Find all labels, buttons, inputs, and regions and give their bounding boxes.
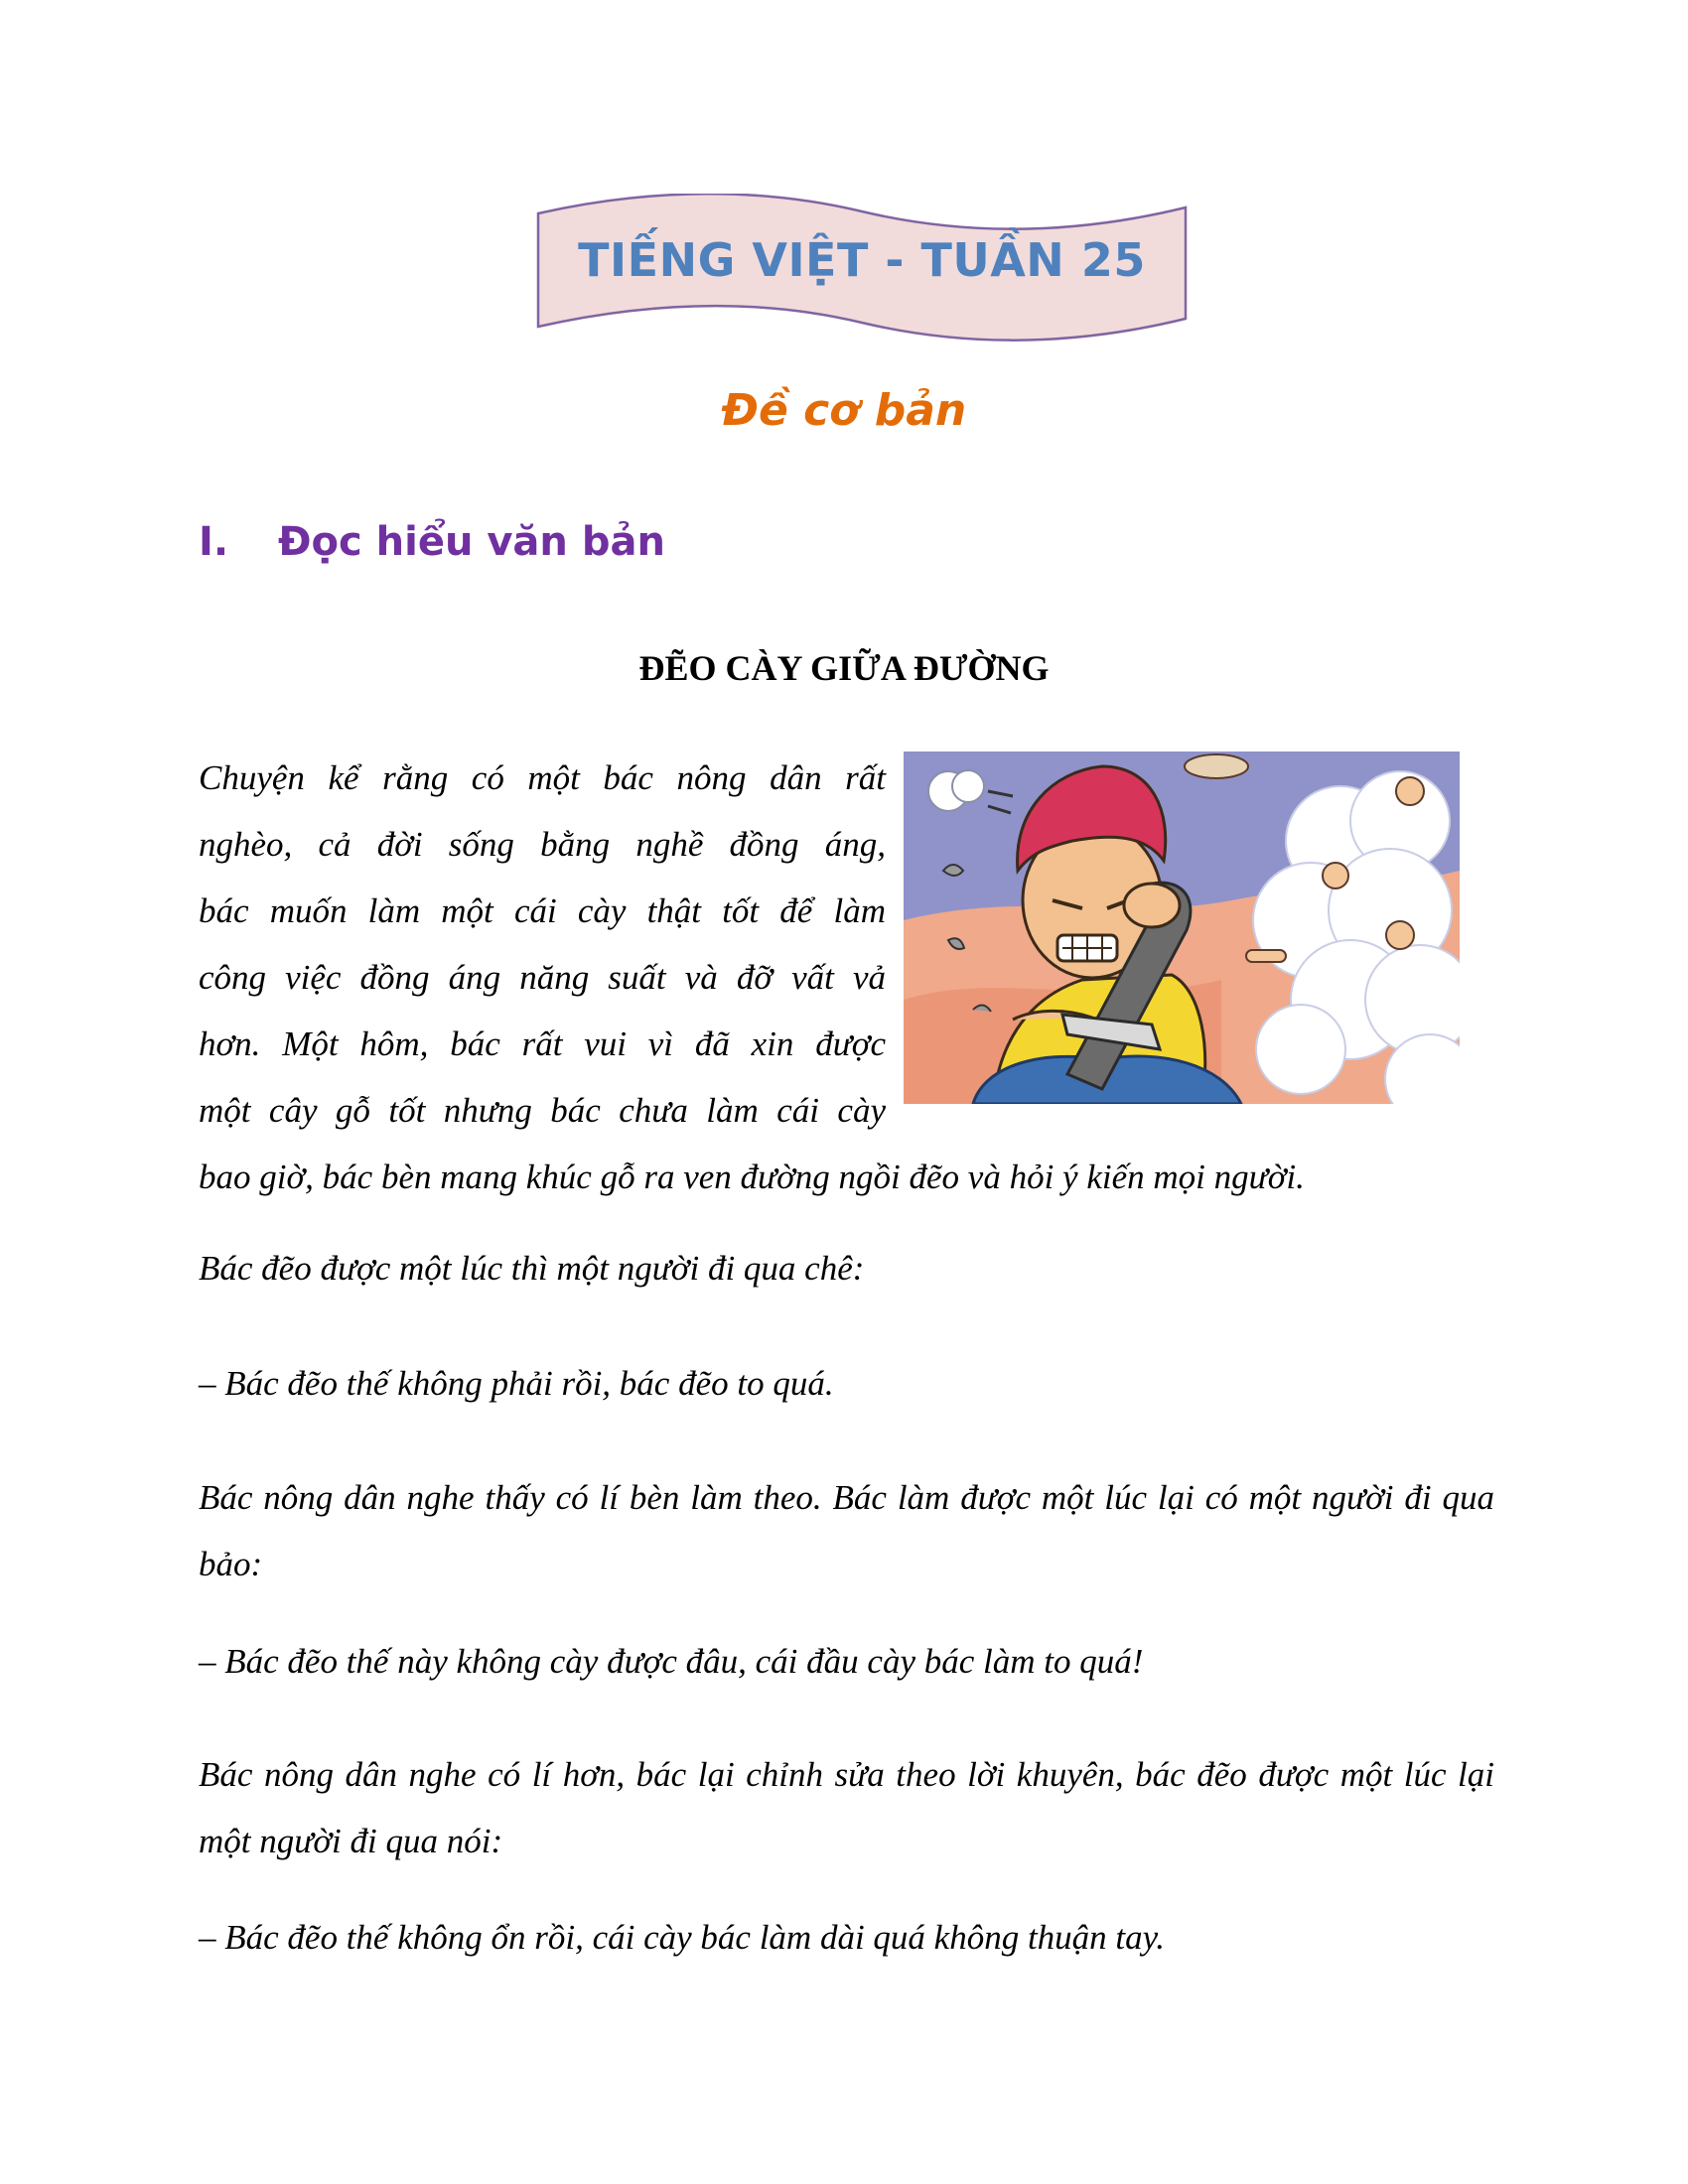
intro-line: một cây gỗ tốt nhưng bác chưa làm cái cày <box>199 1091 886 1130</box>
intro-line: hơn. Một hôm, bác rất vui vì đã xin được <box>199 1024 886 1063</box>
subtitle: Đề cơ bản <box>721 385 967 436</box>
story-paragraph: Bác nông dân nghe thấy có lí bèn làm theo. Bác làm được một lúc lại có một người đi qua bảo: <box>199 1478 1494 1583</box>
story-illustration <box>904 751 1460 1104</box>
intro-line: Chuyện kể rằng có một bác nông dân rất <box>199 758 886 797</box>
intro-line: bác muốn làm một cái cày thật tốt để làm <box>199 891 886 930</box>
section-title: Đọc hiểu văn bản <box>278 519 665 565</box>
story-intro-last-line: bao giờ, bác bèn mang khúc gỗ ra ven đường ngồi đẽo và hỏi ý kiến mọi người. <box>199 1158 1305 1196</box>
story-title: ĐẼO CÀY GIỮA ĐƯỜNG <box>638 648 1050 688</box>
title-banner <box>534 194 1190 342</box>
story-paragraph: – Bác đẽo thế này không cày được đâu, cái đầu cày bác làm to quá! <box>199 1642 1144 1681</box>
section-heading <box>199 519 665 565</box>
story-paragraph: – Bác đẽo thế không phải rồi, bác đẽo to quá. <box>199 1364 834 1403</box>
section-number: I. <box>199 519 229 565</box>
intro-line: nghèo, cả đời sống bằng nghề đồng áng, <box>199 825 886 864</box>
banner-title: TIẾNG VIỆT - TUẦN 25 <box>578 233 1146 287</box>
story-paragraph: – Bác đẽo thế không ổn rồi, cái cày bác làm dài quá không thuận tay. <box>199 1918 1166 1957</box>
intro-line: công việc đồng áng năng suất và đỡ vất vả <box>199 958 886 997</box>
story-paragraph: Bác đẽo được một lúc thì một người đi qua chê: <box>199 1249 865 1288</box>
farmer-carving-illustration <box>904 751 1460 1104</box>
story-paragraph: Bác nông dân nghe có lí hơn, bác lại chỉnh sửa theo lời khuyên, bác đẽo được một lúc lại một người đi qua nói: <box>199 1755 1494 1860</box>
story-intro <box>199 745 886 1144</box>
